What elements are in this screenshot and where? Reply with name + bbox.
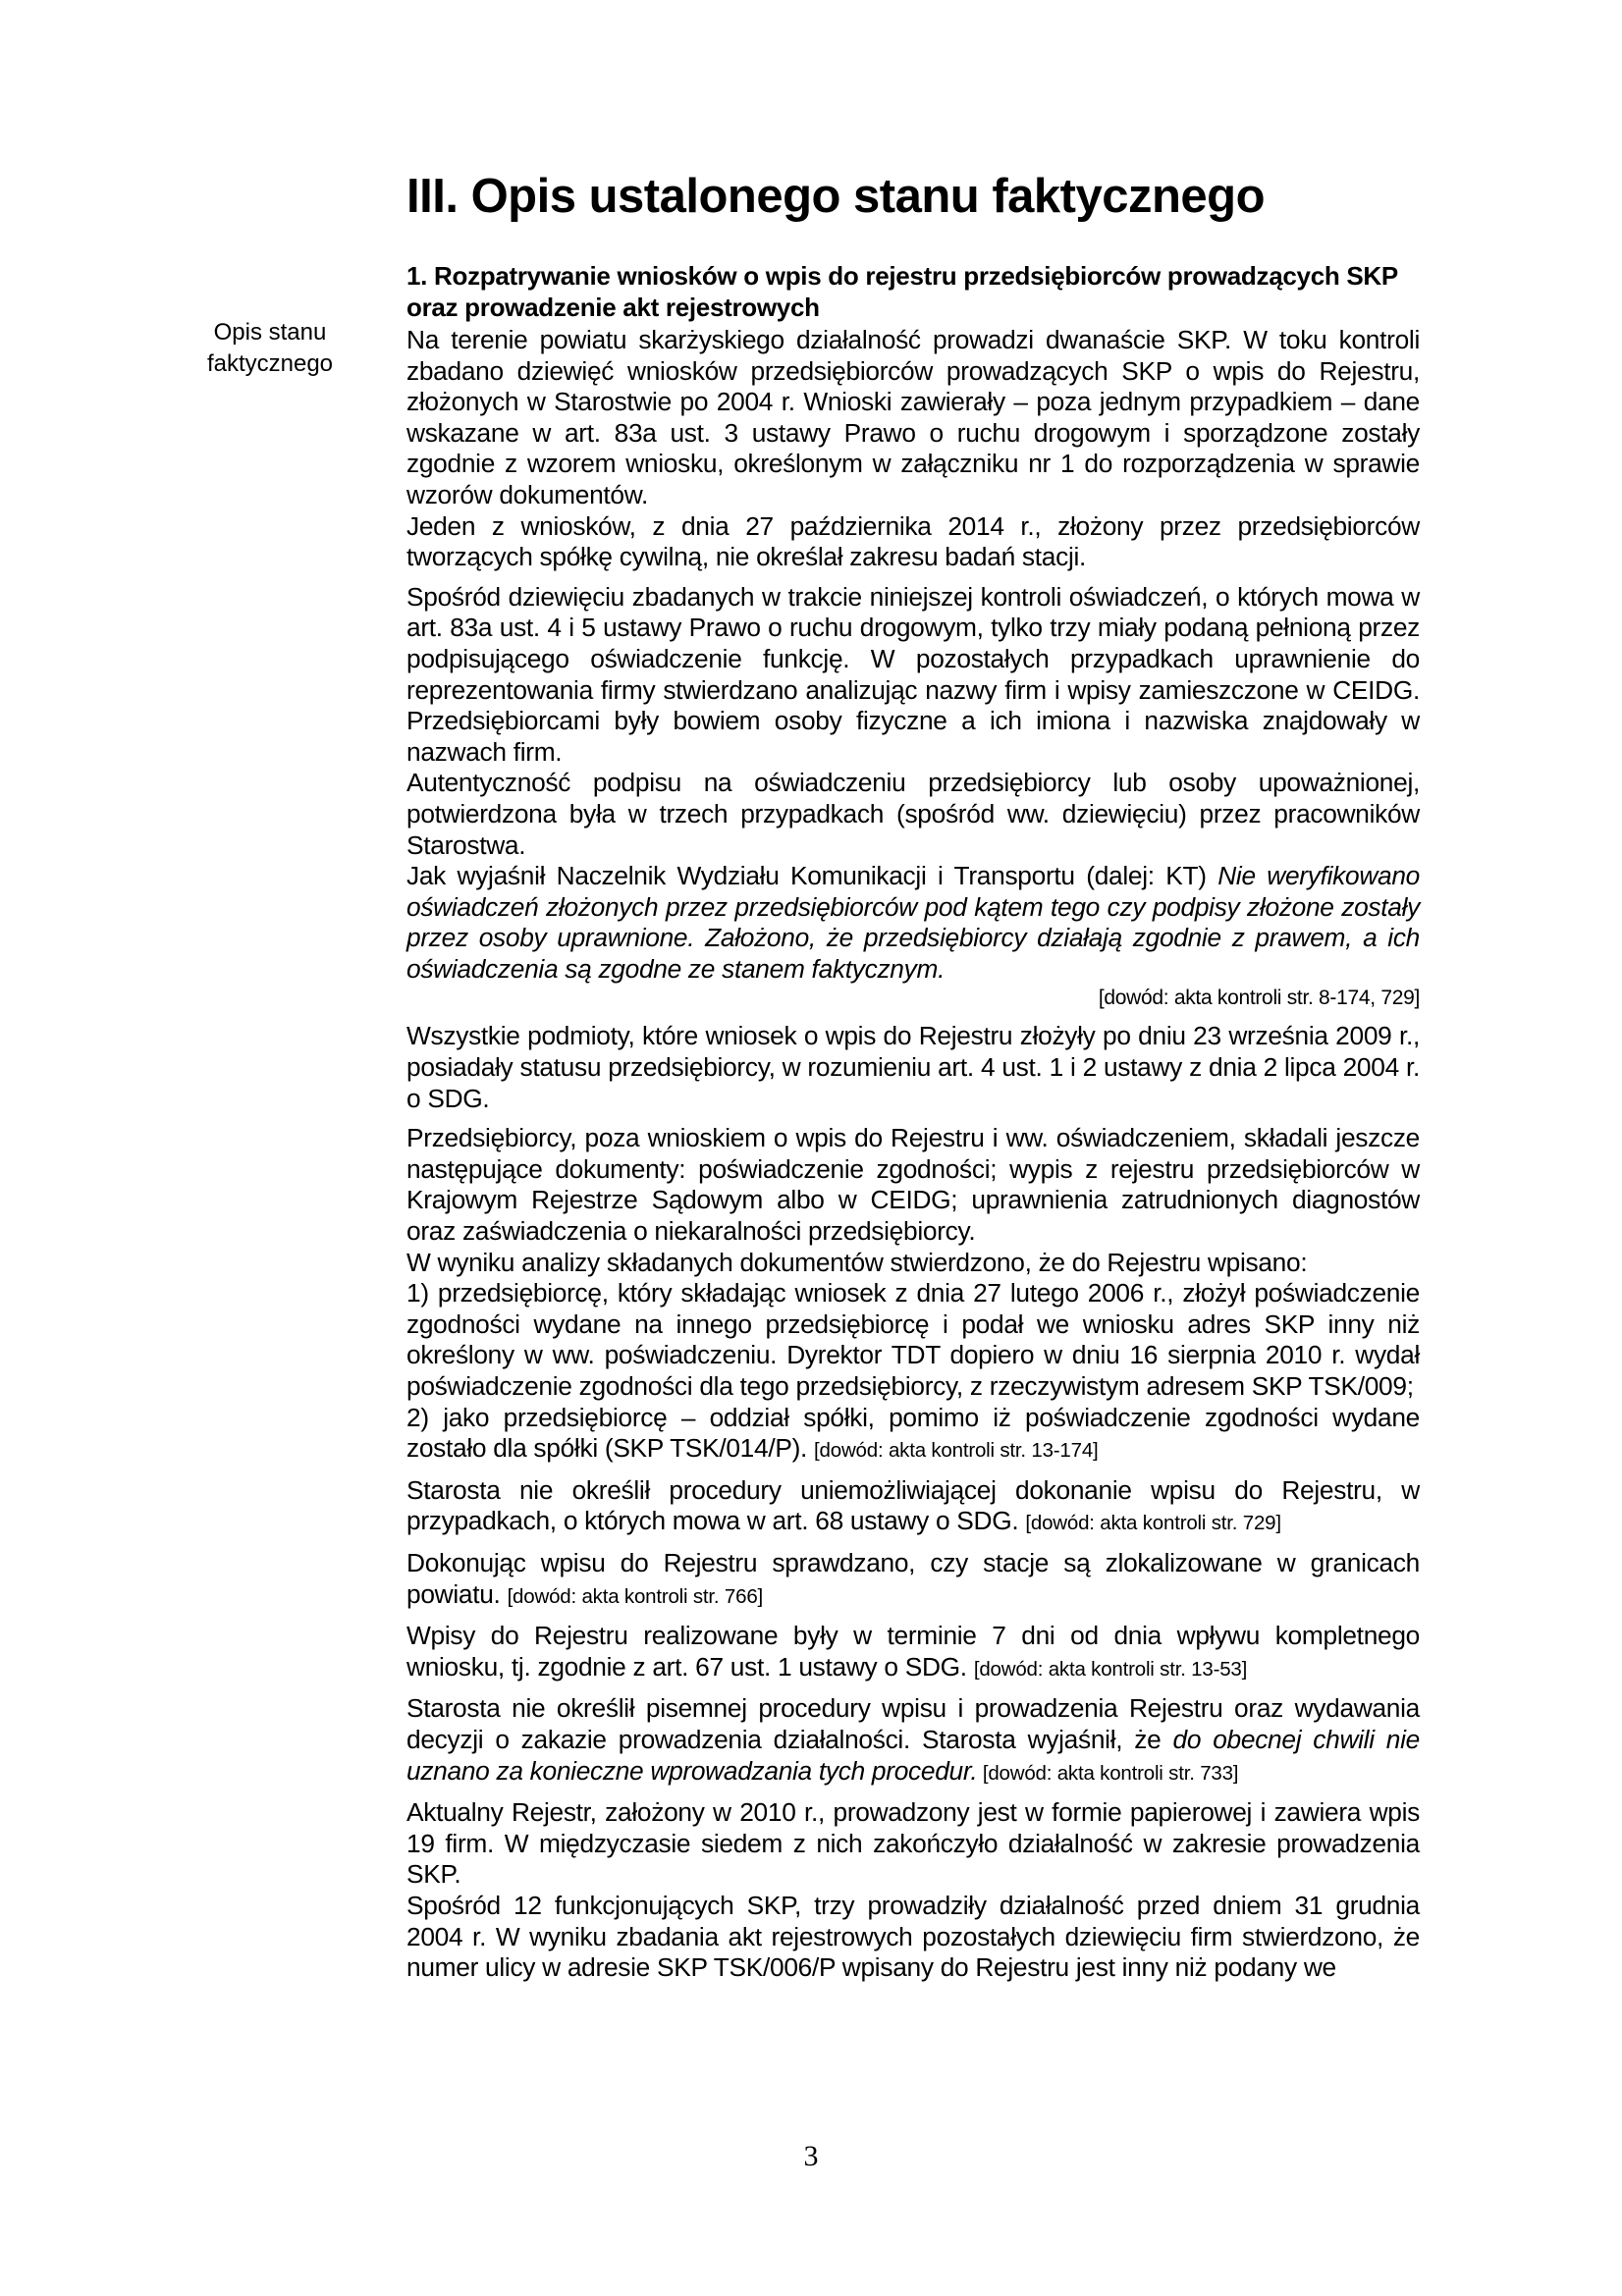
paragraph-14 bbox=[406, 1693, 1420, 1789]
paragraph-5 bbox=[406, 861, 1420, 985]
evidence-ref-3: [dowód: akta kontroli str. 729] bbox=[1025, 1512, 1281, 1535]
page-number: 3 bbox=[803, 2140, 819, 2172]
paragraph-6: Wszystkie podmioty, które wniosek o wpis do Rejestru złożyły po dniu 23 września 2009 r., posiadały statusu przedsiębiorcy, w rozumieniu art. 4 ust. 1 i 2 ustawy z dnia 2 lipca 2004 r. o SDG. bbox=[406, 1021, 1420, 1113]
main-content bbox=[406, 167, 1420, 1984]
paragraph-14-text: Starosta nie określił pisemnej procedury wpisu i prowadzenia Rejestru oraz wydawania decyzji o zakazie prowadzenia działalności. Starosta wyjaśnił, że bbox=[406, 1693, 1420, 1754]
paragraph-12 bbox=[406, 1548, 1420, 1612]
paragraph-13-text: Wpisy do Rejestru realizowane były w terminie 7 dni od dnia wpływu kompletnego wniosku, tj. zgodnie z art. 67 ust. 1 ustawy o SDG. bbox=[406, 1621, 1420, 1682]
paragraph-15: Aktualny Rejestr, założony w 2010 r., prowadzony jest w formie papierowej i zawiera wpis 19 firm. W międzyczasie siedem z nich zakończyło działalność w zakresie prowadzenia SKP. bbox=[406, 1797, 1420, 1890]
paragraph-11 bbox=[406, 1475, 1420, 1539]
list-item-1: 1) przedsiębiorcę, który składając wniosek z dnia 27 lutego 2006 r., złożył poświadczenie zgodności wydane na innego przedsiębiorcę i podał we wniosku adres SKP inny niż określony w ww. poświadczeniu. Dyrektor TDT dopiero w dniu 16 sierpnia 2010 r. wydał poświadczenie zgodności dla tego przedsiębiorcy, z rzeczywistym adresem SKP TSK/009; bbox=[406, 1278, 1420, 1401]
paragraph-12-text: Dokonując wpisu do Rejestru sprawdzano, czy stacje są zlokalizowane w granicach powiatu. bbox=[406, 1547, 1420, 1609]
paragraph-11-text: Starosta nie określił procedury uniemożliwiającej dokonanie wpisu do Rejestru, w przypadkach, o których mowa w art. 68 ustawy o SDG. bbox=[406, 1474, 1420, 1536]
evidence-ref-1: [dowód: akta kontroli str. 8-174, 729] bbox=[1098, 987, 1420, 1010]
paragraph-2: Jeden z wniosków, z dnia 27 października 2014 r., złożony przez przedsiębiorców tworzących spółkę cywilną, nie określał zakresu badań stacji. bbox=[406, 510, 1420, 572]
paragraph-13 bbox=[406, 1621, 1420, 1684]
evidence-ref-4: [dowód: akta kontroli str. 766] bbox=[507, 1584, 764, 1608]
list-item-2 bbox=[406, 1403, 1420, 1467]
evidence-ref-6: [dowód: akta kontroli str. 733] bbox=[977, 1761, 1239, 1785]
paragraph-3: Spośród dziewięciu zbadanych w trakcie niniejszej kontroli oświadczeń, o których mowa w art. 83a ust. 4 i 5 ustawy Prawo o ruchu drogowym, tylko trzy miały podaną pełnioną przez podpisującego oświadczenie funkcję. W pozostałych przypadkach uprawnienie do reprezentowania firmy stwierdzano analizując nazwy firm i wpisy zamieszczone w CEIDG. Przedsiębiorcami były bowiem osoby fizyczne a ich imiona i nazwiska znajdowały w nazwach firm. bbox=[406, 581, 1420, 767]
evidence-ref-5: [dowód: akta kontroli str. 13-53] bbox=[973, 1657, 1248, 1681]
paragraph-5-text: Jak wyjaśnił Naczelnik Wydziału Komunikacji i Transportu (dalej: KT) bbox=[406, 861, 1218, 891]
paragraph-8: W wyniku analizy składanych dokumentów stwierdzono, że do Rejestru wpisano: bbox=[406, 1247, 1308, 1277]
evidence-ref-2: [dowód: akta kontroli str. 13-174] bbox=[814, 1439, 1099, 1463]
paragraph-5-quote: Nie weryfikowano oświadczeń złożonych przez przedsiębiorców pod kątem tego czy podpisy złożone zostały przez osoby uprawnione. Założono, że przedsiębiorcy działają zgodnie z prawem, a ich oświadczenia są zgodne ze stanem faktycznym. bbox=[406, 861, 1420, 984]
side-label: Opis stanu faktycznego bbox=[206, 319, 334, 377]
paragraph-14-quote: do obecnej chwili nie uznano za konieczne wprowadzania tych procedur. bbox=[406, 1724, 1420, 1786]
section-title: III. Opis ustalonego stanu faktycznego bbox=[406, 170, 1266, 223]
paragraph-7: Przedsiębiorcy, poza wnioskiem o wpis do Rejestru i ww. oświadczeniem, składali jeszcze następujące dokumenty: poświadczenie zgodności; wypis z rejestru przedsiębiorców w Krajowym Rejestrze Sądowym albo w CEIDG; uprawnienia zatrudnionych diagnostów oraz zaświadczenia o niekaralności przedsiębiorcy. bbox=[406, 1123, 1420, 1247]
paragraph-4: Autentyczność podpisu na oświadczeniu przedsiębiorcy lub osoby upoważnionej, potwierdzona była w trzech przypadkach (spośród ww. dziewięciu) przez pracowników Starostwa. bbox=[406, 768, 1420, 860]
list-item-2-text: 2) jako przedsiębiorcę – oddział spółki, pomimo iż poświadczenie zgodności wydane zostało dla spółki (SKP TSK/014/P). bbox=[406, 1402, 1420, 1464]
paragraph-16: Spośród 12 funkcjonujących SKP, trzy prowadziły działalność przed dniem 31 grudnia 2004 r. W wyniku zbadania akt rejestrowych pozostałych dziewięciu firm stwierdzono, że numer ulicy w adresie SKP TSK/006/P wpisany do Rejestru jest inny niż podany we bbox=[406, 1890, 1420, 1983]
paragraph-1: Na terenie powiatu skarżyskiego działalność prowadzi dwanaście SKP. W toku kontroli zbadano dziewięć wniosków przedsiębiorców prowadzących SKP o wpis do Rejestru, złożonych w Starostwie po 2004 r. Wnioski zawierały – poza jednym przypadkiem – dane wskazane w art. 83a ust. 3 ustawy Prawo o ruchu drogowym i sporządzone zostały zgodnie z wzorem wniosku, określonym w załączniku nr 1 do rozporządzenia w sprawie wzorów dokumentów. bbox=[406, 325, 1420, 509]
subsection-heading: 1. Rozpatrywanie wniosków o wpis do rejestru przedsiębiorców prowadzących SKP oraz prowadzenie akt rejestrowych bbox=[406, 261, 1398, 322]
